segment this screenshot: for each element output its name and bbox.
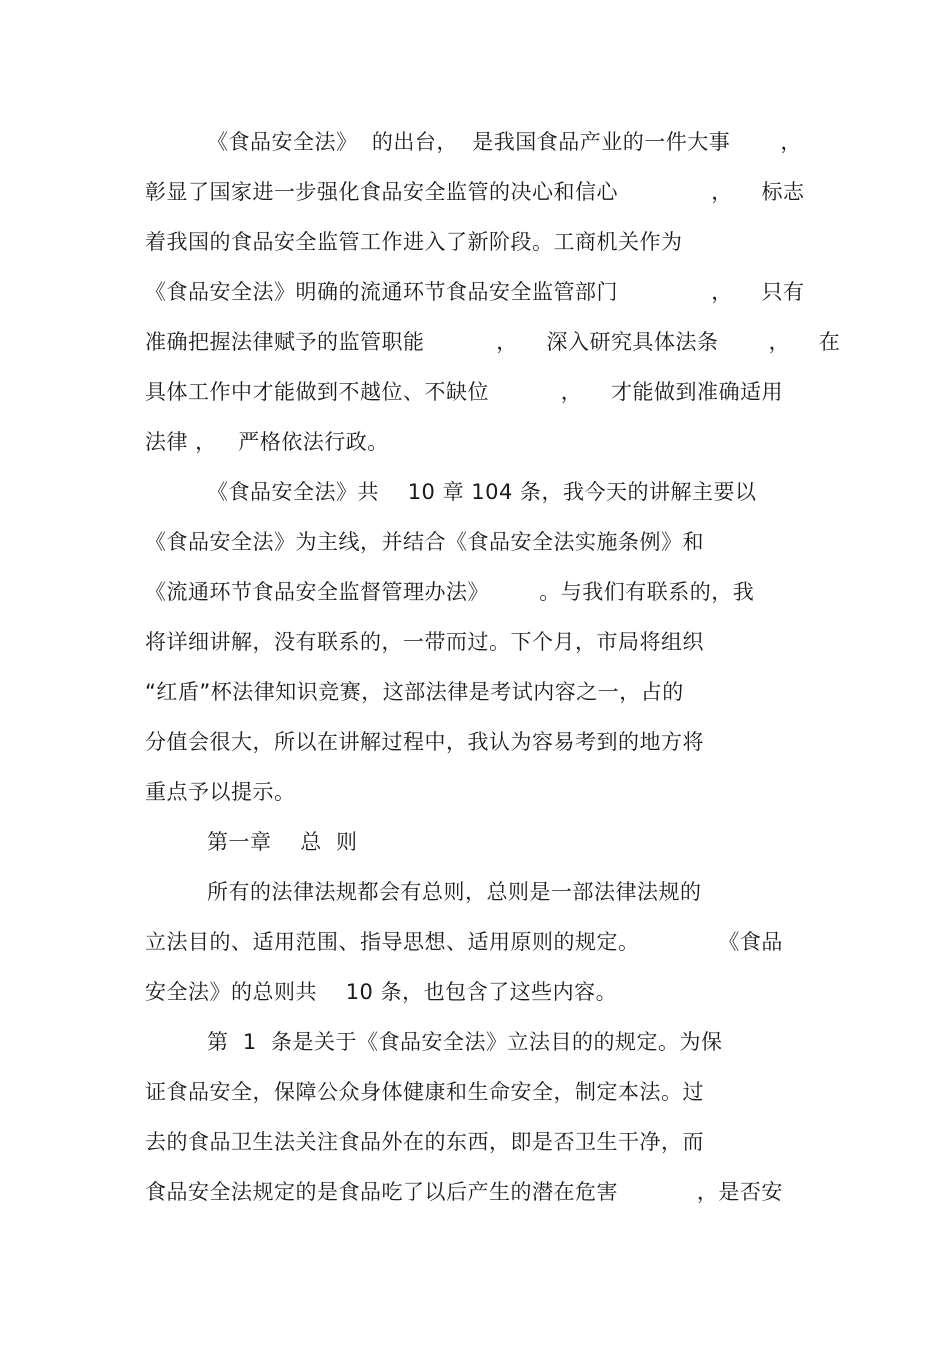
paragraph-line: 《食品安全法》为主线，并结合《食品安全法实施条例》和 <box>145 530 704 554</box>
paragraph-line: 着我国的食品安全监管工作进入了新阶段。工商机关作为 <box>145 230 683 254</box>
paragraph-line: 《食品安全法》明确的流通环节食品安全监管部门 ， 只有 <box>145 280 805 304</box>
chapter-heading: 第一章 总 则 <box>207 830 358 854</box>
paragraph-line: 将详细讲解，没有联系的，一带而过。下个月，市局将组织 <box>145 630 704 654</box>
paragraph-line: 准确把握法律赋予的监管职能 ， 深入研究具体法条 ， 在 <box>145 330 841 354</box>
paragraph-line: 第 1 条是关于《食品安全法》立法目的的规定。为保 <box>207 1030 723 1054</box>
paragraph-line: 重点予以提示。 <box>145 780 296 804</box>
paragraph-line: 《食品安全法》 的出台， 是我国食品产业的一件大事 ， <box>207 130 802 154</box>
paragraph-line: 法律 ， 严格依法行政。 <box>145 430 389 454</box>
paragraph-line: 《流通环节食品安全监督管理办法》 。与我们有联系的，我 <box>145 580 755 604</box>
paragraph-line: 去的食品卫生法关注食品外在的东西，即是否卫生干净，而 <box>145 1130 704 1154</box>
paragraph-line: 证食品安全，保障公众身体健康和生命安全，制定本法。过 <box>145 1080 704 1104</box>
paragraph-line: “红盾”杯法律知识竞赛，这部法律是考试内容之一，占的 <box>145 680 684 704</box>
paragraph-line: 所有的法律法规都会有总则，总则是一部法律法规的 <box>207 880 702 904</box>
paragraph-line: 食品安全法规定的是食品吃了以后产生的潜在危害 ，是否安 <box>145 1180 783 1204</box>
paragraph-line: 分值会很大，所以在讲解过程中，我认为容易考到的地方将 <box>145 730 704 754</box>
paragraph-line: 《食品安全法》共 10 章 104 条，我今天的讲解主要以 <box>207 480 757 504</box>
paragraph-line: 彰显了国家进一步强化食品安全监管的决心和信心 ， 标志 <box>145 180 805 204</box>
paragraph-line: 立法目的、适用范围、指导思想、适用原则的规定。 《食品 <box>145 930 783 954</box>
paragraph-line: 安全法》的总则共 10 条，也包含了这些内容。 <box>145 980 618 1004</box>
paragraph-line: 具体工作中才能做到不越位、不缺位 ， 才能做到准确适用 <box>145 380 783 404</box>
